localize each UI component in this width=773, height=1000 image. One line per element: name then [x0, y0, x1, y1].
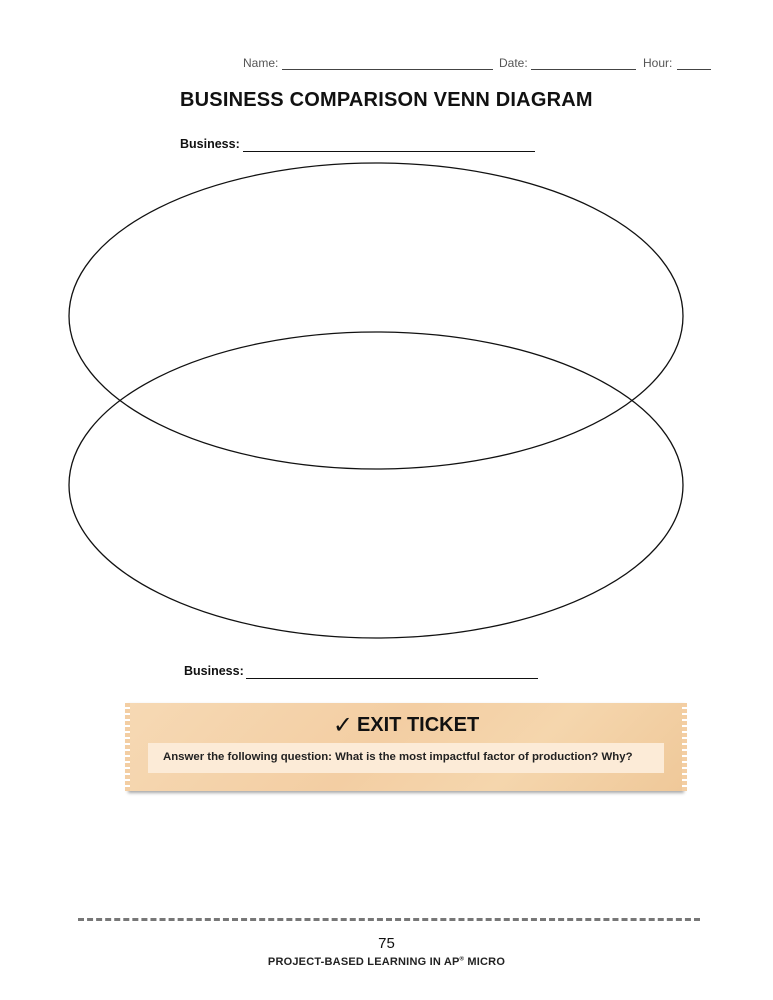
- exit-ticket-heading: EXIT TICKET: [356, 714, 480, 736]
- footer-divider: [78, 918, 700, 921]
- venn-circle-bottom[interactable]: [69, 332, 683, 638]
- checkmark-icon: ✓: [332, 712, 353, 739]
- venn-circle-top[interactable]: [69, 163, 683, 469]
- registered-mark: ®: [459, 956, 465, 963]
- footer-book-title: [0, 956, 773, 968]
- date-label: Date:: [499, 56, 528, 70]
- business-top-label: Business:: [180, 137, 240, 151]
- hour-label: Hour:: [643, 56, 673, 70]
- footer-text-before: PROJECT-BASED LEARNING IN AP: [267, 956, 460, 968]
- business-bottom-field[interactable]: [246, 678, 538, 679]
- footer-text-after: MICRO: [464, 956, 506, 968]
- business-bottom-label: Business:: [184, 664, 244, 678]
- business-bottom-row: [184, 662, 544, 682]
- name-label: Name:: [243, 56, 279, 70]
- page-title: BUSINESS COMPARISON VENN DIAGRAM: [180, 89, 593, 111]
- exit-ticket-question: Answer the following question: What is the most impactful factor of production? Why?: [148, 743, 664, 773]
- page-number: 75: [378, 935, 395, 952]
- exit-ticket: [128, 703, 684, 791]
- exit-ticket-title: [128, 711, 684, 740]
